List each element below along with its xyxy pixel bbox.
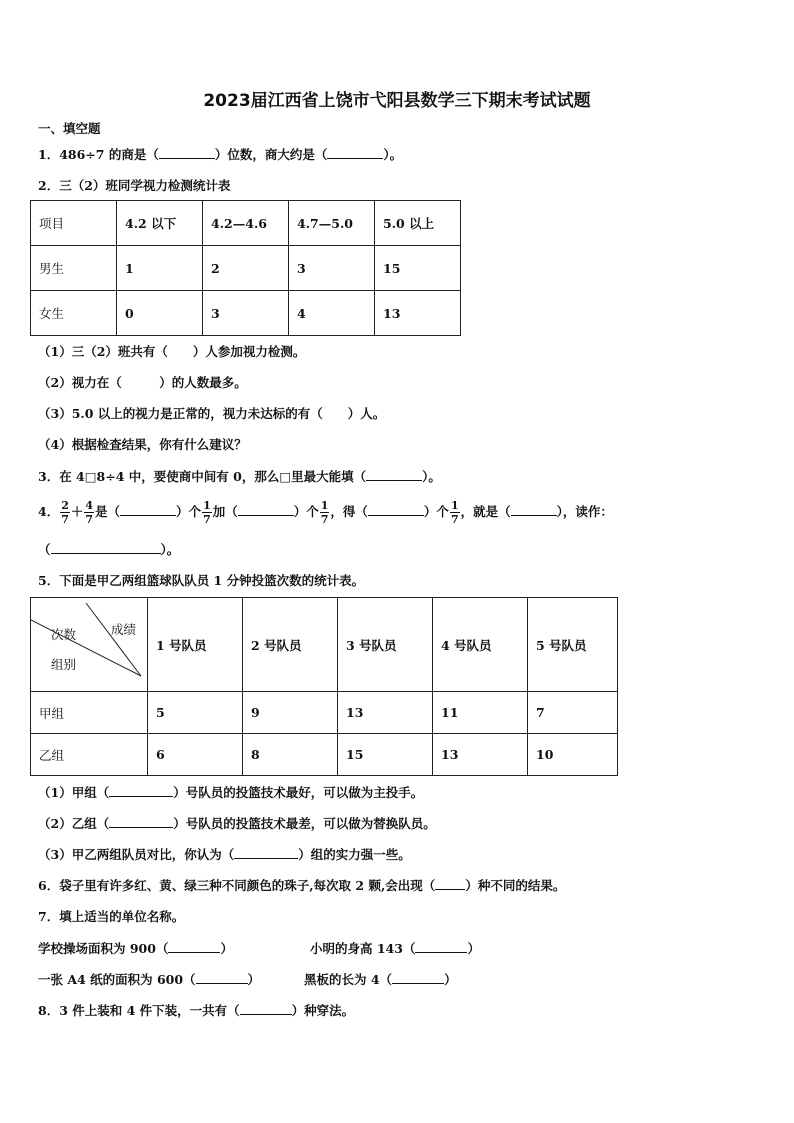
fraction-numerator: 1 [203,499,211,512]
q1-text-b: ）位数，商大约是（ [214,147,328,162]
player-header-cell: 1 号队员 [148,598,243,692]
player-header-cell: 5 号队员 [528,598,618,692]
q5-sub-3 [38,846,411,864]
score-cell: 13 [338,692,433,734]
q5-text: （2）乙组（ [38,816,110,831]
q4-text: （ [38,542,51,557]
score-cell: 7 [528,692,618,734]
vision-row-boys [31,246,461,291]
vision-cell: 2 [203,246,289,291]
fraction-4-7 [84,499,94,526]
group-label: 乙组 [31,734,148,776]
fraction-denominator: 7 [61,513,69,526]
q4-text: 加（ [212,504,238,519]
fraction-1-7 [320,499,330,526]
q7-item-c [38,971,260,989]
fraction-numerator: 4 [85,499,94,512]
q4-blank-3[interactable] [368,503,424,516]
q4-blank-1[interactable] [120,503,176,516]
q3-text-a: 3．在 4□8÷4 中，要使商中间有 0，那么□里最大能填（ [38,469,367,484]
q7-item-d [304,971,457,989]
vision-cell: 3 [203,291,289,336]
q5-text: （1）甲组（ [38,785,110,800]
vision-cell: 15 [375,246,461,291]
q4-text: ，得（ [330,504,368,519]
fraction-1-7 [450,499,460,526]
q4-text: ）个 [293,504,319,519]
vision-header-cell: 4.2—4.6 [203,201,289,246]
q5-sub-1 [38,784,423,802]
q5-text: ）号队员的投篮技术最好，可以做为主投手。 [173,785,424,800]
question-8 [38,1002,354,1020]
question-1 [38,146,402,164]
q4-text: ）。 [160,542,180,557]
question-3 [38,468,441,486]
player-header-cell: 4 号队员 [433,598,528,692]
diag-label-score: 成绩 [111,622,137,637]
q4-text: ）个 [423,504,449,519]
diag-label-count: 次数 [51,627,77,642]
score-cell: 6 [148,734,243,776]
q7-text: ） [444,972,457,987]
q5-blank-2[interactable] [109,815,173,828]
fraction-numerator: 2 [61,499,69,512]
q7-text: 小明的身高 143（ [310,941,416,956]
question-5-heading: 5．下面是甲乙两组篮球队队员 1 分钟投篮次数的统计表。 [38,573,365,588]
fraction-numerator: 1 [320,499,329,512]
q3-blank[interactable] [366,468,422,481]
question-7-heading: 7．填上适当的单位名称。 [38,909,185,924]
q8-text-a: 8．3 件上装和 4 件下装，一共有（ [38,1003,240,1018]
q2-sub-3: （3）5.0 以上的视力是正常的，视力未达标的有（ ）人。 [38,406,386,421]
group-b-row [31,734,618,776]
fraction-denominator: 7 [450,513,459,526]
q1-text-a: 1．486÷7 的商是（ [38,147,159,162]
player-header-cell: 2 号队员 [243,598,338,692]
vision-cell: 女生 [31,291,117,336]
plus-sign: ＋ [70,504,84,519]
q5-text: ）号队员的投篮技术最差，可以做为替换队员。 [173,816,436,831]
q4-blank-4[interactable] [511,503,557,516]
fraction-denominator: 7 [85,513,94,526]
q4-lead: 4． [38,504,60,519]
fraction-1-7 [202,499,212,526]
question-6 [38,877,565,895]
fraction-denominator: 7 [320,513,329,526]
vision-header-cell: 4.7—5.0 [289,201,375,246]
fraction-2-7 [60,499,70,526]
q5-blank-1[interactable] [109,784,173,797]
q2-sub-1: （1）三（2）班共有（ ）人参加视力检测。 [38,344,306,359]
score-cell: 10 [528,734,618,776]
q7-item-b [310,940,480,958]
q6-text-a: 6．袋子里有许多红、黄、绿三种不同颜色的珠子,每次取 2 颗,会出现（ [38,878,436,893]
score-cell: 11 [433,692,528,734]
vision-header-cell: 项目 [31,201,117,246]
q7-text: ） [247,972,261,987]
q7-text: 一张 A4 纸的面积为 600（ [38,972,196,987]
vision-row-girls [31,291,461,336]
score-cell: 5 [148,692,243,734]
q5-sub-2 [38,815,436,833]
group-a-row [31,692,618,734]
fraction-numerator: 1 [450,499,459,512]
section-heading: 一、填空题 [38,121,101,136]
q4-blank-2[interactable] [238,503,294,516]
diagonal-header-cell [31,598,148,692]
q6-text-b: ）种不同的结果。 [465,878,566,893]
vision-header-row [31,201,461,246]
vision-cell: 3 [289,246,375,291]
q7-blank-b[interactable] [415,940,467,953]
diagonal-hidden [31,598,147,691]
q7-blank-a[interactable] [168,940,220,953]
vision-cell: 1 [117,246,203,291]
q7-text: 黑板的长为 4（ [304,972,393,987]
q2-sub-4: （4）根据检查结果，你有什么建议？ [38,437,247,452]
vision-cell: 4 [289,291,375,336]
vision-header-cell: 4.2 以下 [117,201,203,246]
q4-text: ，就是（ [460,504,511,519]
basketball-table [30,597,618,776]
q3-text-b: ）。 [422,469,441,484]
vision-cell: 0 [117,291,203,336]
q4-text: ），读作： [556,504,613,519]
q7-text: ） [220,941,233,956]
q7-text: 学校操场面积为 900（ [38,941,169,956]
question-2-heading: 2．三（2）班同学视力检测统计表 [38,178,231,193]
score-cell: 13 [433,734,528,776]
q6-blank[interactable] [435,877,465,890]
fraction-denominator: 7 [203,513,211,526]
q4-text: 是（ [95,504,121,519]
diag-label-group: 组别 [51,657,77,672]
vision-cell: 13 [375,291,461,336]
basketball-header-row [31,598,618,692]
q5-text: （3）甲乙两组队员对比，你认为（ [38,847,235,862]
page-title: 2023届江西省上饶市弋阳县数学三下期末考试试题 [203,91,591,111]
question-4-line-2 [38,541,179,559]
vision-cell: 男生 [31,246,117,291]
q5-blank-3[interactable] [234,846,298,859]
q1-blank-1[interactable] [159,146,215,159]
vision-header-cell: 5.0 以上 [375,201,461,246]
q8-blank[interactable] [240,1002,292,1015]
q8-text-b: ）种穿法。 [291,1003,355,1018]
q1-blank-2[interactable] [327,146,383,159]
question-4 [38,498,613,526]
q2-sub-2: （2）视力在（ ）的人数最多。 [38,375,247,390]
score-cell: 9 [243,692,338,734]
q4-blank-5[interactable] [51,541,161,554]
q5-text: ）组的实力强一些。 [298,847,411,862]
group-label: 甲组 [31,692,148,734]
score-cell: 15 [338,734,433,776]
q4-text: ）个 [176,504,202,519]
q7-blank-c[interactable] [196,971,248,984]
player-header-cell: 3 号队员 [338,598,433,692]
q7-text: ） [467,941,480,956]
diagonal-lines-main [31,598,147,691]
q7-blank-d[interactable] [392,971,444,984]
vision-table [30,200,461,336]
score-cell: 8 [243,734,338,776]
q1-text-c: ）。 [383,147,403,162]
q7-item-a [38,940,233,958]
